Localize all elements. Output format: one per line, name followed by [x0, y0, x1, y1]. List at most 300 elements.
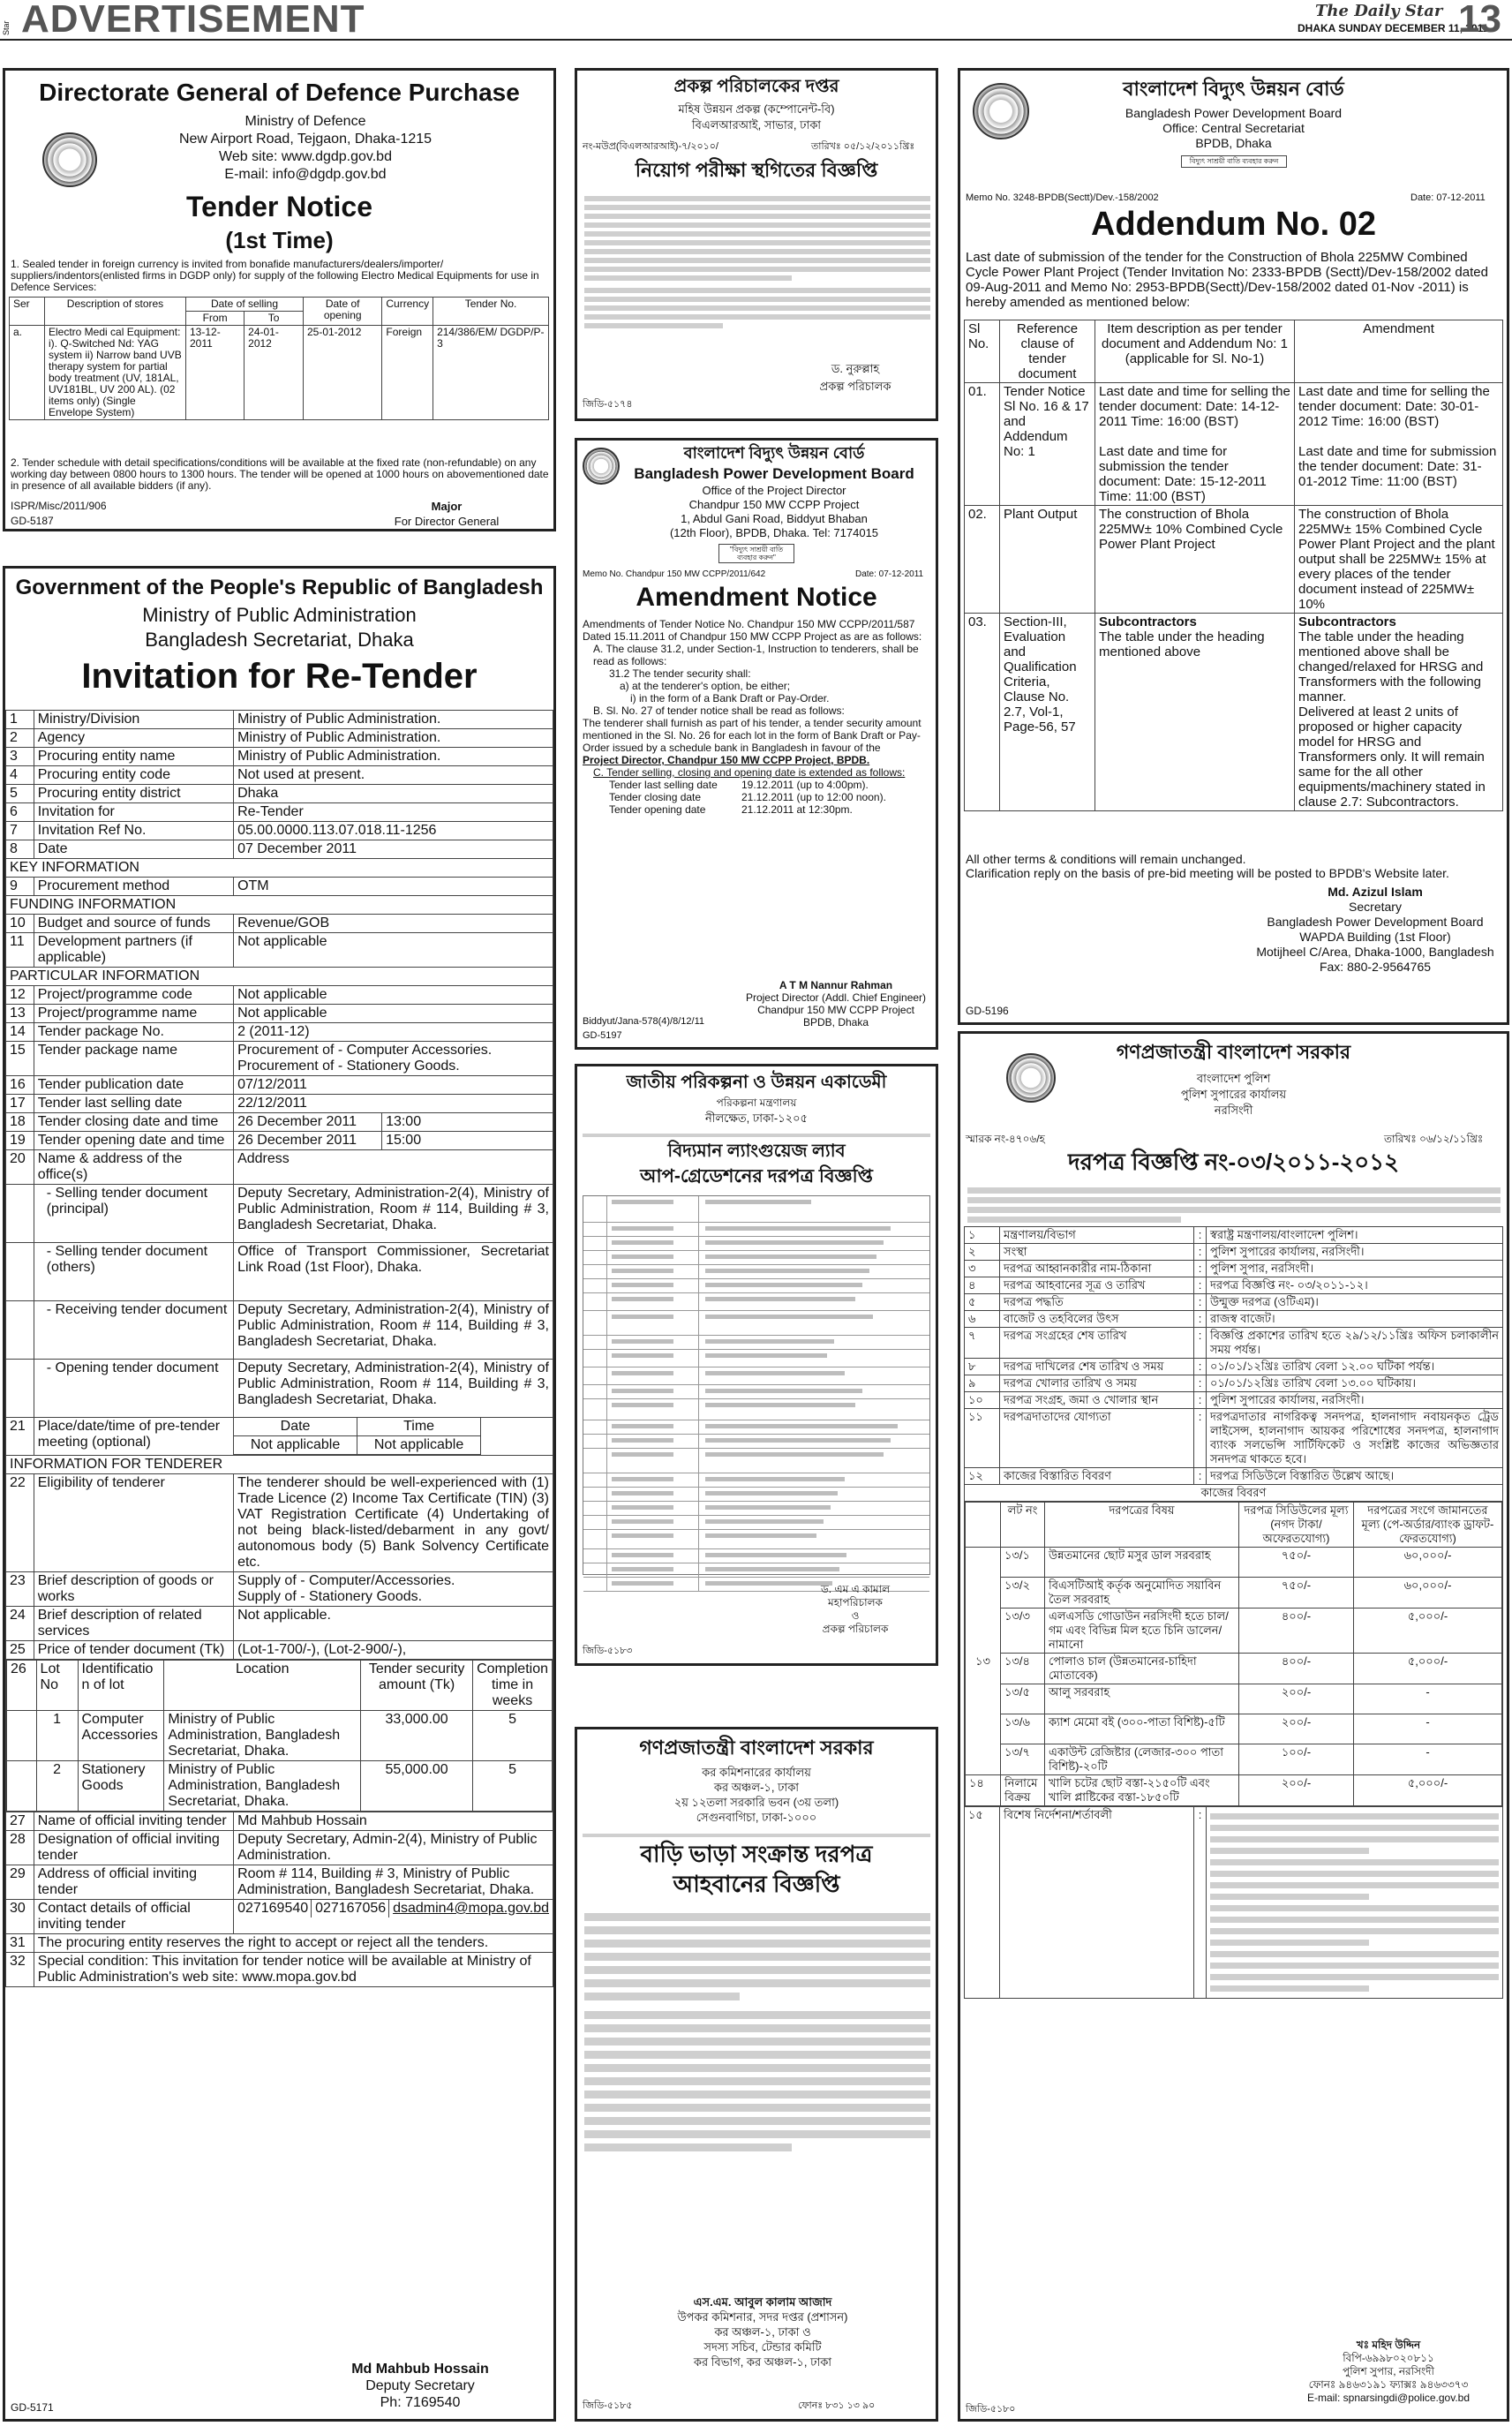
- dgdp-logo-icon: [42, 132, 97, 187]
- table-cell: সংস্থা: [1000, 1244, 1194, 1261]
- table-cell: দরপত্র আহ্বানকারীর নাম-ঠিকানা: [1000, 1261, 1194, 1277]
- table-cell: Procuring entity code: [34, 766, 233, 785]
- bpdbA-l4: (12th Floor), BPDB, Dhaka. Tel: 7174015: [669, 526, 879, 539]
- bpdbB-date: Date: 07-12-2011: [1410, 192, 1486, 203]
- table-cell: Address: [234, 1150, 553, 1185]
- bpdbA-pA1: 31.2 The tender security shall:: [609, 667, 751, 680]
- section-title: ADVERTISEMENT: [21, 0, 365, 41]
- paper-name: The Daily Star: [1315, 2, 1443, 20]
- table-cell: Identificatio n of lot: [78, 1661, 164, 1711]
- bpdbB-p1: Last date of submission of the tender for the Construction of Bhola 225MW Combined Cycle Power Plant Project (Tender Invitation No: 2333-BPDB (Sectt)/Dev-158/2002 dated 09-Aug-2011 and Memo No: 2953-BPDB(Sectt)/Dev-158/2002 dated 01-Nov -2011) is hereby amended as mentioned below:: [966, 250, 1488, 310]
- table-row: [583, 1530, 929, 1549]
- tax-t4: ২য় ১২তলা সরকারি ভবন (৩য় তলা): [673, 1796, 839, 1809]
- police-addr: [960, 1071, 1507, 1119]
- table-cell: 26 December 2011: [234, 1132, 382, 1149]
- table-cell: 27: [6, 1812, 34, 1831]
- table-cell: ১৪: [966, 1775, 1001, 1806]
- table-cell: Dhaka: [234, 785, 553, 803]
- section-header: FUNDING INFORMATION: [6, 896, 553, 915]
- bpdbA-en: Bangladesh Power Development Board: [634, 465, 914, 482]
- table-cell: ১৩/৪: [1001, 1654, 1045, 1684]
- table-cell: ৫: [965, 1294, 1000, 1311]
- napd-title2: আপ-গ্রেডেশনের দরপত্র বিজ্ঞপ্তি: [640, 1166, 873, 1187]
- table-cell: Not used at present.: [234, 766, 553, 785]
- bpdbB-addr: [960, 106, 1507, 151]
- table-cell: Procurement method: [34, 878, 233, 896]
- section-header: KEY INFORMATION: [6, 859, 553, 878]
- mopa-sign1: Md Mahbub Hossain: [351, 2362, 489, 2377]
- dgdp-l4: E-mail: info@dgdp.gov.bd: [224, 167, 387, 182]
- table-row: [6, 822, 553, 840]
- table-cell: Eligibility of tenderer: [34, 1474, 233, 1572]
- table-row: [6, 1812, 553, 1831]
- bpdbB-n1: All other terms & conditions will remain unchanged.: [966, 852, 1246, 866]
- table-cell: Ministry of Public Administration.: [234, 748, 553, 766]
- bpdbB-cell: 03.: [965, 614, 1000, 811]
- table-row: [6, 915, 553, 933]
- napd-t1: জাতীয় পরিকল্পনা ও উন্নয়ন একাডেমী: [626, 1073, 887, 1092]
- table-cell: Designation of official inviting tender: [34, 1831, 233, 1865]
- table-cell: 13: [6, 1005, 34, 1023]
- table-cell: দরপত্র আহবানের সূত্র ও তারিখ: [1000, 1277, 1194, 1294]
- table-row: [6, 803, 553, 822]
- lot-row: [966, 1609, 1502, 1654]
- table-cell: Contact details of official inviting tender: [34, 1900, 233, 1934]
- table-row: [6, 766, 553, 785]
- table-row: [6, 933, 553, 968]
- lot-header: [966, 1503, 1502, 1548]
- pd-sign1: ড. নুরুল্লাহ: [831, 362, 880, 375]
- table-cell: [6, 1660, 553, 1812]
- table-cell: [6, 1360, 34, 1418]
- table-cell: এলএসডি গোডাউন নরসিংদী হতে চাল/গম এবং বিভিন্ন মিল হতে চিনি ডালেন/নামানো: [1045, 1609, 1239, 1654]
- lot-row: [7, 1761, 553, 1812]
- dgdp-tender-notice: [3, 68, 556, 531]
- police-sign: [1278, 2339, 1499, 2405]
- table-cell: 15:00: [386, 1133, 422, 1148]
- dgdp-address: [120, 113, 491, 184]
- bpdbB-cell: 02.: [965, 506, 1000, 614]
- table-row: [6, 1360, 553, 1418]
- bpdbB-sign4: WAPDA Building (1st Floor): [1299, 930, 1451, 944]
- police-table: [964, 1226, 1503, 1999]
- table-cell: Budget and source of funds: [34, 915, 233, 933]
- tax-sign2: উপকর কমিশনার, সদর দপ্তর (প্রশাসন): [677, 2310, 848, 2324]
- mopa-sec: Bangladesh Secretariat, Dhaka: [145, 629, 414, 651]
- police-gd: জিডি-৫১৮০: [966, 2404, 1016, 2415]
- table-cell: ১১: [965, 1409, 1000, 1468]
- table-row: [965, 1409, 1503, 1468]
- bpdbA-d2-l: Tender closing date: [609, 791, 702, 803]
- table-cell: 26: [7, 1661, 37, 1711]
- lot-row: [966, 1684, 1502, 1714]
- table-cell: Computer Accessories: [78, 1711, 164, 1761]
- table-row: [6, 1900, 553, 1934]
- table-cell: Date: [34, 840, 233, 859]
- dgdp-ref: ISPR/Misc/2011/906: [11, 500, 107, 512]
- bpdbA-pA3: i) in the form of a Bank Draft or Pay-Order.: [630, 692, 830, 704]
- mopa-sign: [297, 2361, 544, 2411]
- table-cell: Deputy Secretary, Administration-2(4), Ministry of Public Administration, Room # 114, Building # 3, Bangladesh Secretariat, Dhaka.: [234, 1360, 553, 1418]
- bpdbB-sign1: Md. Azizul Islam: [1328, 885, 1423, 899]
- star-tag: Star: [2, 20, 11, 35]
- tax-title2: আহবানের বিজ্ঞপ্তি: [673, 1871, 840, 1897]
- table-cell: Tender publication date: [34, 1076, 233, 1095]
- table-row: [583, 1488, 929, 1502]
- table-cell: 25: [6, 1641, 34, 1660]
- napd-sign3: ও: [851, 1609, 860, 1622]
- dgdp-note: 2. Tender schedule with detail specifications/conditions will be available at the fixed rate (non-refundable) on any working day between 0800 hours to 1300 hours. The tender will be opened at 1000 hours on abovementioned date in presence of all available bidders (if any).: [11, 456, 549, 492]
- dgdp-h-to: To: [244, 312, 304, 326]
- lot-row: [966, 1548, 1502, 1578]
- table-cell: ৪০০/-: [1239, 1654, 1354, 1684]
- table-cell: dsadmin4@mopa.gov.bd: [393, 1901, 549, 1916]
- table-row: [6, 1953, 553, 1987]
- table-cell: দরপত্রদাতার নাগরিকত্ব সনদপত্র, হালনাগাদ নবায়নকৃত ট্রেড লাইসেন্স, হালনাগাদ আয়কর পরিশোধের সনদপত্র, হালনাগাদ ব্যাংক সলভেন্সি সার্টিফিকেট ও সংশ্লিষ্ট কাজের অভিজ্ঞতার সনদপত্র থাকতে হবে।: [1207, 1409, 1503, 1468]
- table-cell: দরপত্র পদ্ধতি: [1000, 1294, 1194, 1311]
- table-cell: ১৩: [966, 1548, 1001, 1775]
- dgdp-h-open: Date of opening: [303, 298, 381, 326]
- table-row: [6, 1607, 553, 1641]
- lot-row: [966, 1714, 1502, 1744]
- table-cell: Development partners (if applicable): [34, 933, 233, 968]
- napd-title1: বিদ্যমান ল্যাংগুয়েজ ল্যাব: [667, 1141, 846, 1161]
- napd-sign2: মহাপরিচালক: [828, 1596, 883, 1609]
- table-cell: উন্নতমানের ছোট মসুর ডাল সরবরাহ: [1045, 1548, 1239, 1578]
- table-cell: ২০০/-: [1239, 1775, 1354, 1806]
- tax-sign4: সদস্য সচিব, টেন্ডার কমিটি: [703, 2340, 822, 2354]
- dgdp-intro: 1. Sealed tender in foreign currency is invited from bonafide manufacturers/dealers/importer/ suppliers/indentors(enlisted firms in DGDP only) for supply of the following Electro Medical Equipments for use in Defence Services:: [11, 258, 539, 293]
- table-row: [583, 1385, 929, 1399]
- lot-row: [966, 1775, 1502, 1806]
- bpdbB-l1: Office: Central Secretariat: [1162, 121, 1305, 135]
- table-cell: দরপত্র দাখিলের শেষ তারিখ ও সময়: [1000, 1359, 1194, 1375]
- table-cell: The procuring entity reserves the right to accept or reject all the tenders.: [34, 1934, 553, 1953]
- tax-body: [584, 1908, 930, 2157]
- table-row: [6, 878, 553, 896]
- lot-row: [7, 1711, 553, 1761]
- bpdbB-cell: Last date and time for submission the tender document: Date: 31-01-2012 Time: 11:00 (BST): [1298, 444, 1497, 489]
- table-cell: [6, 1185, 34, 1243]
- dgdp-title: Tender Notice: [186, 191, 372, 222]
- table-cell: Deputy Secretary, Administration-2(4), Ministry of Public Administration, Room # 114, Building # 3, Bangladesh Secretariat, Dhaka.: [234, 1185, 553, 1243]
- table-row: [6, 748, 553, 766]
- police-intro: [967, 1184, 1501, 1226]
- police-sign4: ফোনঃ ৯৪৬৩১৯১ ফ্যাক্সঃ ৯৪৬৩৩৭৩: [1308, 2378, 1469, 2391]
- bpdbA-sign2: Project Director (Addl. Chief Engineer): [745, 991, 927, 1004]
- bpdbB-cell: The table under the heading mentioned above: [1099, 629, 1265, 659]
- bpdbA-l2: Chandpur 150 MW CCPP Project: [688, 498, 860, 511]
- table-cell: - Selling tender document (others): [34, 1243, 233, 1301]
- table-cell: :: [1194, 1409, 1207, 1468]
- table-cell: Ministry of Public Administration, Bangladesh Secretariat, Dhaka.: [164, 1761, 361, 1812]
- table-row: [965, 1277, 1503, 1294]
- police-memo: স্মারক নং-৪৭০৬/হ: [966, 1133, 1045, 1145]
- bpdbB-cell: Section-III, Evaluation and Qualification Criteria, Clause No. 2.7, Vol-1, Page-56, 57: [1000, 614, 1095, 811]
- police-conditions: [1207, 1807, 1503, 1999]
- table-cell: Project/programme name: [34, 1005, 233, 1023]
- dgdp-cell: a.: [10, 326, 45, 420]
- table-cell: [234, 1132, 553, 1150]
- table-cell: 15: [6, 1042, 34, 1076]
- table-cell: দরপত্র সিডিউলের মূল্য (নগদ টাকা/অফেরতযোগ্য): [1239, 1503, 1354, 1548]
- mopa-sign3: Ph: 7169540: [380, 2395, 461, 2410]
- table-row: [6, 1042, 553, 1076]
- dgdp-cell: 13-12-2011: [186, 326, 244, 420]
- tax-sign1: এস.এম. আবুল কালাম আজাদ: [693, 2295, 832, 2309]
- table-cell: - Selling tender document (principal): [34, 1185, 233, 1243]
- table-cell: Location: [164, 1661, 361, 1711]
- mopa-grid: [5, 710, 553, 1987]
- bpdbA-bn: বাংলাদেশ বিদ্যুৎ উন্নয়ন বোর্ড: [683, 444, 865, 462]
- table-cell: ৬০,০০০/-: [1354, 1548, 1502, 1578]
- table-cell: লট নং: [1001, 1503, 1045, 1548]
- police-grid: [964, 1226, 1503, 1999]
- table-cell: Tender package No.: [34, 1023, 233, 1042]
- table-cell: Supply of - Stationery Goods.: [237, 1589, 423, 1604]
- napd-sign: [789, 1583, 921, 1636]
- dgdp-h-desc: Description of stores: [45, 298, 186, 326]
- table-row: [583, 1502, 929, 1516]
- table-cell: পুলিশ সুপারের কার্যালয়, নরসিংদী।: [1207, 1392, 1503, 1409]
- table-cell: পুলিশ সুপার, নরসিংদী।: [1207, 1261, 1503, 1277]
- table-cell: 20: [6, 1150, 34, 1185]
- tax-memo-line: [583, 1830, 930, 1841]
- tax-sign5: কর বিভাগ, কর অঞ্চল-১, ঢাকা: [693, 2355, 832, 2369]
- bpdbA-pC: C. Tender selling, closing and opening date is extended as follows:: [593, 766, 906, 779]
- table-cell: দরপত্র বিজ্ঞপ্তি নং- ০৩/২০১১-১২।: [1207, 1277, 1503, 1294]
- table-cell: :: [1194, 1294, 1207, 1311]
- bpdbA-pA: A. The clause 31.2, under Section-1, Instruction to tenderers, shall be read as follows:: [593, 643, 919, 667]
- table-cell: 2: [36, 1761, 78, 1812]
- bpdbA-body: [583, 618, 930, 816]
- table-cell: দরপত্র খোলার তারিখ ও সময়: [1000, 1375, 1194, 1392]
- pd-t3: বিএলআরআই, সাভার, ঢাকা: [691, 118, 822, 132]
- bpdbA-sign: [736, 979, 936, 1028]
- dgdp-sign2: For Director General: [394, 515, 500, 528]
- table-row: [965, 1359, 1503, 1375]
- table-row: [965, 1328, 1503, 1359]
- bpdbA-gd: GD-5197: [583, 1030, 622, 1041]
- bpdbA-d1-l: Tender last selling date: [609, 779, 718, 791]
- table-cell: 10: [6, 915, 34, 933]
- police-sign3: পুলিশ সুপার, নরসিংদী: [1343, 2365, 1434, 2377]
- table-row: [6, 1865, 553, 1900]
- napd-notice: [575, 1064, 938, 1666]
- bpdbB-sign6: Fax: 880-2-9564765: [1319, 960, 1432, 974]
- bpdbB-sign3: Bangladesh Power Development Board: [1267, 915, 1484, 929]
- table-cell: 31: [6, 1934, 34, 1953]
- pd-gd: জিডি-৫১৭৪: [583, 399, 633, 410]
- table-row: [6, 1418, 553, 1456]
- table-row: [6, 986, 553, 1005]
- table-cell: [234, 1042, 553, 1076]
- table-cell: 21: [6, 1418, 34, 1456]
- dgdp-cell: Electro Medi cal Equipment: i). Q-Switched Nd: YAG system ii) Narrow band UVB therapy system for partial body treatment (UV, 181AL, UV181BL, UV 200 AL). (02 items only) (Single Envelope System): [45, 326, 186, 420]
- table-cell: Time: [357, 1418, 481, 1436]
- table-cell: Procuring entity district: [34, 785, 233, 803]
- dateline: DHAKA SUNDAY DECEMBER 11, 2011: [1298, 22, 1489, 34]
- pd-t2: মহিষ উন্নয়ন প্রকল্প (কম্পোনেন্ট-বি): [678, 102, 835, 116]
- police-t3: পুলিশ সুপারের কার্যালয়: [1180, 1088, 1287, 1101]
- table-cell: ৪০০/-: [1239, 1609, 1354, 1654]
- table-cell: 22: [6, 1474, 34, 1572]
- table-cell: ২০০/-: [1239, 1684, 1354, 1714]
- dgdp-h-sell: Date of selling: [186, 298, 304, 312]
- table-cell: ১৩/২: [1001, 1578, 1045, 1609]
- table-cell: 30: [6, 1900, 34, 1934]
- table-cell: :: [1194, 1392, 1207, 1409]
- table-row: [583, 1196, 929, 1223]
- table-cell: 027167056: [312, 1900, 389, 1917]
- table-cell: Deputy Secretary, Admin-2(4), Ministry of Public Administration.: [234, 1831, 553, 1865]
- table-cell: দরপত্র সংগ্রহের শেষ তারিখ: [1000, 1328, 1194, 1359]
- bpdbA-addr: [613, 484, 936, 540]
- bpdbA-slogan: "বিদ্যুৎ সাশ্রয়ী বাতি ব্যবহার করুন": [718, 544, 794, 563]
- table-cell: Name of official inviting tender: [34, 1812, 233, 1831]
- table-cell: :: [1194, 1227, 1207, 1244]
- table-cell: 07/12/2011: [234, 1076, 553, 1095]
- table-cell: দরপত্র সংগ্রহ, জমা ও খোলার স্থান: [1000, 1392, 1194, 1409]
- bpdb-addendum: [958, 68, 1509, 1025]
- pd-sign2: প্রকল্প পরিচালক: [819, 380, 891, 393]
- table-cell: [234, 1900, 553, 1934]
- dgdp-h-tno: Tender No.: [433, 298, 549, 326]
- table-row: [6, 1023, 553, 1042]
- bpdb-amendment: [575, 438, 938, 1050]
- table-cell: (Lot-1-700/-), (Lot-2-900/-),: [234, 1641, 553, 1660]
- table-cell: Not applicable: [234, 933, 553, 968]
- table-cell: ২০০/-: [1239, 1714, 1354, 1744]
- table-cell: :: [1194, 1277, 1207, 1294]
- table-cell: মন্ত্রণালয়/বিভাগ: [1000, 1227, 1194, 1244]
- table-cell: ৭৫০/-: [1239, 1578, 1354, 1609]
- table-cell: 24: [6, 1607, 34, 1641]
- tax-notice: [575, 1727, 938, 2422]
- bpdbB-cell: Subcontractors: [1099, 614, 1197, 629]
- table-row: [583, 1350, 929, 1367]
- table-cell: 2: [6, 729, 34, 748]
- mopa-gd: GD-5171: [11, 2401, 54, 2414]
- bpdbB-en: Bangladesh Power Development Board: [1125, 106, 1343, 120]
- table-cell: 14: [6, 1023, 34, 1042]
- table-row: [6, 1243, 553, 1301]
- table-cell: Procurement of - Stationery Goods.: [237, 1059, 460, 1074]
- police-sign5: E-mail: spnarsingdi@police.gov.bd: [1306, 2392, 1471, 2404]
- table-row: [6, 1660, 553, 1812]
- bpdbA-sign3: Chandpur 150 MW CCPP Project: [757, 1004, 914, 1016]
- table-row: [965, 1244, 1503, 1261]
- table-cell: 22/12/2011: [234, 1095, 553, 1113]
- bpdbB-table: [964, 320, 1503, 811]
- table-cell: ক্যাশ মেমো বই (৩০০-পাতা বিশিষ্ট)-৫টি: [1045, 1714, 1239, 1744]
- table-row: [6, 1185, 553, 1243]
- table-cell: Office of Transport Commissioner, Secretariat Link Road (1st Floor), Dhaka.: [234, 1243, 553, 1301]
- bpdbB-cell: The table under the heading mentioned above shall be changed/relaxed for HRSG and Transformers with the following manner.: [1298, 629, 1484, 704]
- table-cell: দরপত্রের সংগে জামানতের মূল্য (পে-অর্ডার/ব্যাংক ড্রাফট-ফেরতযোগ্য): [1354, 1503, 1502, 1548]
- table-row: [583, 1420, 929, 1435]
- napd-memo-line: [583, 1130, 930, 1141]
- dgdp-h-from: From: [186, 312, 244, 326]
- bpdbB-slogan: বিদ্যুৎ সাশ্রয়ী বাতি ব্যবহার করুন: [1181, 155, 1287, 168]
- table-row: [965, 1468, 1503, 1485]
- tax-t5: সেগুনবাগিচা, ঢাকা-১০০০: [696, 1811, 817, 1824]
- table-cell: :: [1194, 1244, 1207, 1261]
- table-cell: ১২: [965, 1468, 1000, 1485]
- table-cell: Re-Tender: [234, 803, 553, 822]
- table-cell: Ministry of Public Administration.: [234, 711, 553, 729]
- table-cell: 9: [6, 878, 34, 896]
- bpdbA-sign1: A T M Nannur Rahman: [779, 979, 893, 991]
- mopa-sign2: Deputy Secretary: [365, 2378, 475, 2393]
- table-row: [583, 1549, 929, 1563]
- table-cell: Completion time in weeks: [473, 1661, 553, 1711]
- tax-t2: কর কমিশনারের কার্যালয়: [702, 1766, 811, 1779]
- table-row: [965, 1227, 1503, 1244]
- table-cell: দরপত্রদাতাদের যোগ্যতা: [1000, 1409, 1194, 1468]
- tax-t1: গণপ্রজাতন্ত্রী বাংলাদেশ সরকার: [639, 1737, 874, 1759]
- bpdbA-l3: 1, Abdul Gani Road, Biddyut Bhaban: [681, 512, 868, 525]
- police-t4: নরসিংদী: [1214, 1104, 1253, 1117]
- bpdbA-sign4: BPDB, Dhaka: [802, 1016, 869, 1028]
- table-cell: Tender security amount (Tk): [361, 1661, 473, 1711]
- table-cell: Procurement of - Computer Accessories.: [237, 1043, 493, 1058]
- table-cell: -: [1354, 1744, 1502, 1775]
- table-row: [583, 1435, 929, 1449]
- table-cell: Invitation Ref No.: [34, 822, 233, 840]
- table-cell: 13:00: [386, 1114, 422, 1129]
- table-cell: [234, 1418, 553, 1456]
- bpdbB-sign2: Secretary: [1349, 900, 1402, 914]
- table-cell: Deputy Secretary, Administration-2(4), Ministry of Public Administration, Room # 114, Building # 3, Bangladesh Secretariat, Dhaka.: [234, 1301, 553, 1360]
- napd-sign4: প্রকল্প পরিচালক: [822, 1623, 889, 1635]
- table-cell: বাজেট ও তহবিলের উৎস: [1000, 1311, 1194, 1328]
- table-cell: রাজস্ব বাজেট।: [1207, 1311, 1503, 1328]
- table-cell: [6, 1243, 34, 1301]
- table-cell: কাজের বিস্তারিত বিবরণ: [1000, 1468, 1194, 1485]
- table-row: [6, 1572, 553, 1607]
- table-cell: Tender package name: [34, 1042, 233, 1076]
- bpdbB-h-amend: Amendment: [1295, 320, 1503, 383]
- napd-t3: নীলক্ষেত, ঢাকা-১২০৫: [705, 1111, 808, 1125]
- table-row: [965, 1294, 1503, 1311]
- table-row: [583, 1563, 929, 1578]
- table-cell: Tender opening date and time: [34, 1132, 233, 1150]
- bpdbA-date: Date: 07-12-2011: [855, 569, 924, 579]
- table-cell: দরপত্রের বিষয়: [1045, 1503, 1239, 1548]
- table-cell: ৫,০০০/-: [1354, 1654, 1502, 1684]
- table-cell: ১৩/৬: [1001, 1714, 1045, 1744]
- table-row: [583, 1279, 929, 1293]
- table-cell: 29: [6, 1865, 34, 1900]
- police-t2: বাংলাদেশ পুলিশ: [1196, 1072, 1271, 1085]
- table-cell: Place/date/time of pre-tender meeting (optional): [34, 1418, 233, 1456]
- bpdbA-l1: Office of the Project Director: [702, 484, 846, 497]
- table-cell: :: [1194, 1261, 1207, 1277]
- bpdbB-n2: Clarification reply on the basis of pre-bid meeting will be posted to BPDB's Website later.: [966, 866, 1449, 880]
- mopa-min: Ministry of Public Administration: [142, 604, 417, 626]
- bpdbB-notes: [966, 852, 1502, 880]
- table-row: [6, 1150, 553, 1185]
- pd-t1: প্রকল্প পরিচালকের দপ্তর: [673, 77, 839, 96]
- dgdp-cell: Foreign: [382, 326, 433, 420]
- table-cell: Tender last selling date: [34, 1095, 233, 1113]
- section-header: [6, 1456, 553, 1474]
- table-cell: 26 December 2011: [234, 1113, 382, 1131]
- table-cell: ৫,০০০/-: [1354, 1775, 1502, 1806]
- table-cell: Invitation for: [34, 803, 233, 822]
- mopa-table: [5, 710, 553, 1987]
